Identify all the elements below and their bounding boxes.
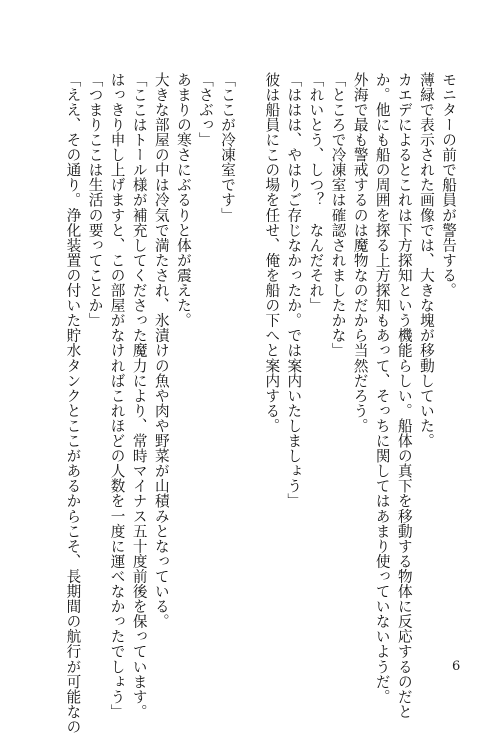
page-number: 6 — [452, 659, 461, 674]
text-line: 「ここが冷凍室です」 — [219, 72, 237, 223]
text-line: 大きな部屋の中は冷気で満たされ、氷漬けの魚や肉や野菜が山積みとなっている。 — [152, 72, 170, 629]
text-line: 「ははは、やはりご存じなかったか。では案内いたしましょう」 — [285, 72, 303, 509]
text-line: 「れいとう、しつ？ なんだそれ」 — [307, 72, 325, 313]
text-line: 彼は船員にこの場を任せ、俺を船の下へと案内する。 — [263, 72, 281, 434]
text-line: モニターの前で船員が警告する。 — [440, 72, 457, 298]
text-line: はっきり申し上げますと、この部屋がなければこれほどの人数を一度に運べなかったでしょう」 — [108, 72, 126, 720]
text-line: 「ええ、その通り。浄化装置の付いた貯水タンクとここがあるからこそ、長期間の航行が可能なの — [64, 72, 82, 734]
text-line: 「ここはトール様が補充してくださった魔力により、常時マイナス五十度前後を保っています。 — [130, 72, 148, 720]
text-line: あまりの寒さにぶるりと体が震えた。 — [174, 72, 192, 328]
text-line: 薄緑で表示された画像では、大きな塊が移動していた。 — [417, 72, 435, 449]
vertical-body-text — [61, 72, 459, 734]
text-line: か。他にも船の周囲を探る上方探知もあって、そっちに関してはあまり使っていないようだ。 — [373, 72, 391, 705]
scene-break — [238, 72, 260, 632]
text-line: 「さぶっ」 — [196, 72, 214, 148]
text-line: 「ところで冷凍室は確認されましたかな」 — [329, 72, 347, 358]
text-line: カエデによるとこれは下方探知という機能らしい。船体の真下を移動する物体に反応するのだと — [395, 72, 413, 720]
text-line: 「つまりここは生活の要ってことか」 — [86, 72, 104, 328]
text-line: 外海で最も警戒するのは魔物なのだから当然だろう。 — [351, 72, 369, 434]
